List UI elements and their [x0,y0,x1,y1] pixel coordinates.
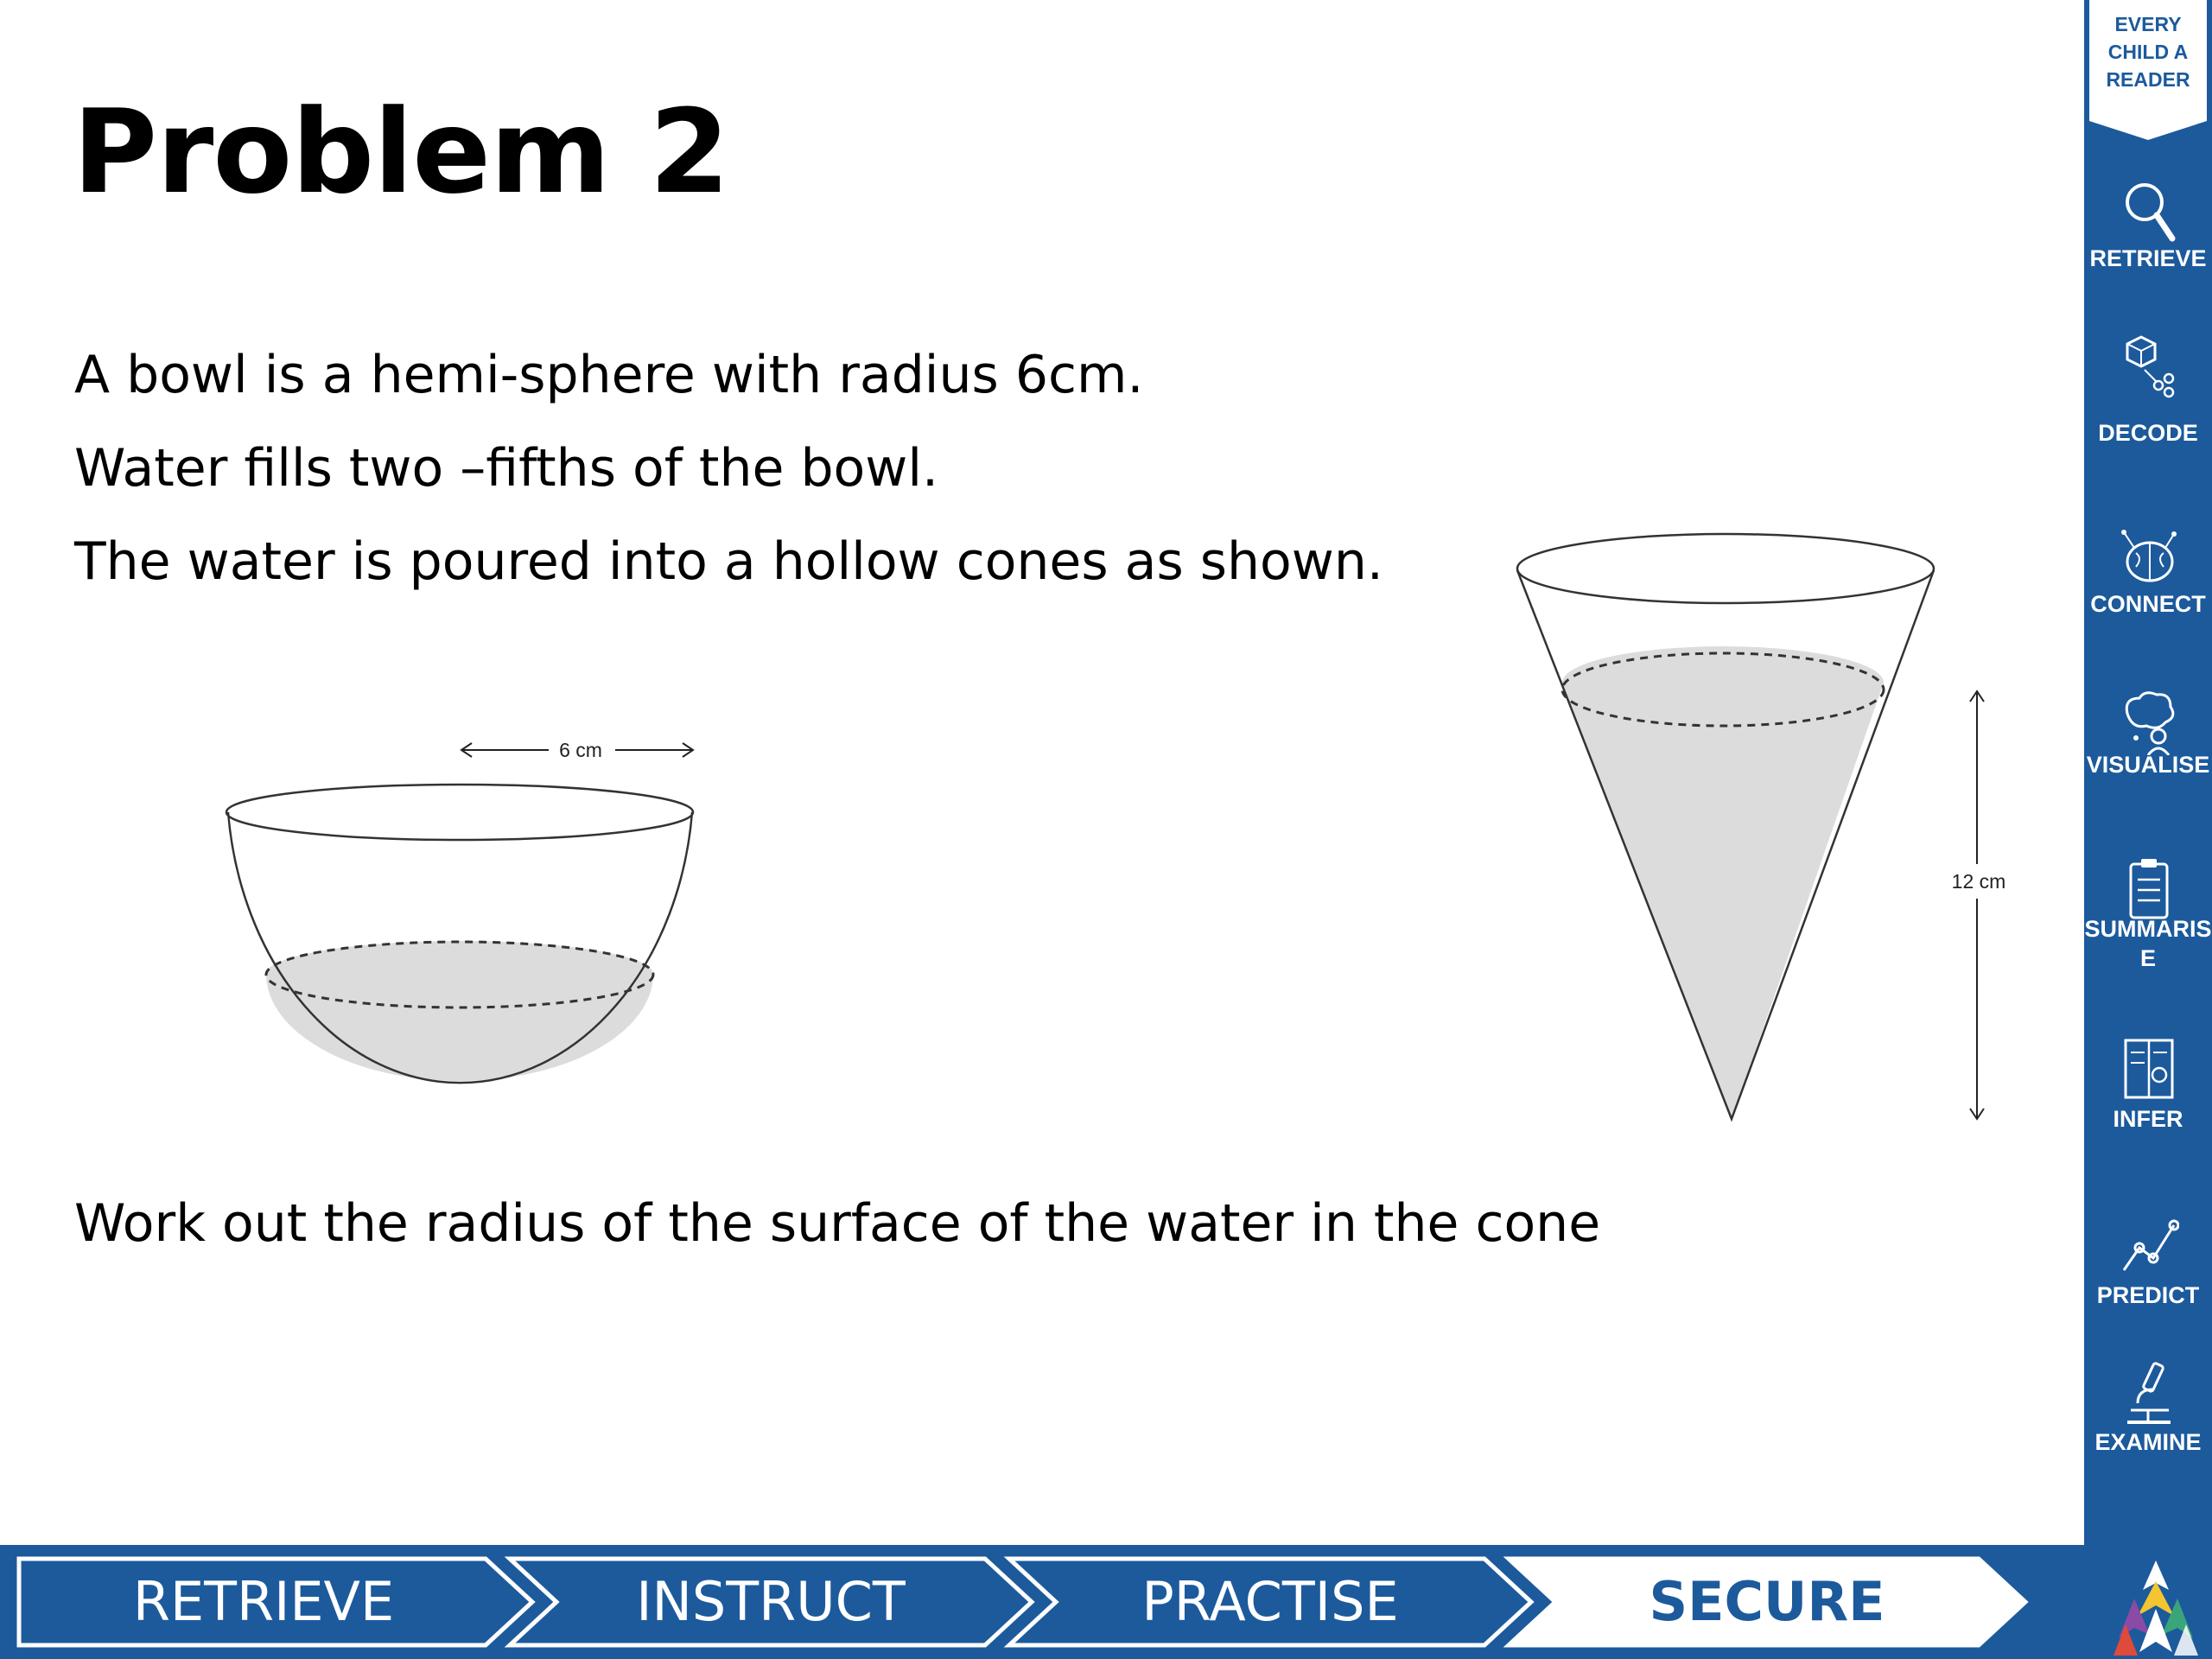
cube-molecule-icon [2119,332,2179,399]
sidebar-item-retrieve[interactable] [2084,176,2212,323]
step-label-retrieve: RETRIEVE [132,1570,395,1633]
sidebar-item-label: PREDICT [2096,1282,2200,1308]
question-text: Work out the radius of the surface of the water in the cone [74,1193,1601,1254]
open-book-icon [2119,1035,2179,1103]
bowl-diagram [216,726,717,1106]
sidebar-item-label: INFER [2113,1106,2183,1132]
step-label-instruct: INSTRUCT [636,1570,906,1633]
sidebar-item-label: RETRIEVE [2089,245,2207,271]
cone-rim [1517,534,1934,603]
sidebar-item-predict[interactable] [2084,1213,2212,1360]
sidebar-item-infer[interactable] [2084,1035,2212,1182]
sidebar-item-label: EXAMINE [2094,1429,2202,1455]
cone-diagram [1503,518,2022,1132]
trend-line-icon [2119,1213,2179,1281]
sidebar-item-summarise[interactable] [2084,857,2212,1004]
bowl-rim [226,785,693,840]
step-label-secure: SECURE [1649,1570,1885,1633]
problem-line-3: The water is poured into a hollow cones as shown. [74,531,1383,592]
microscope-icon [2119,1360,2179,1427]
school-logo-icon [2108,1555,2203,1657]
thought-bubble-icon [2119,688,2179,755]
sidebar-item-label: VISUALISE [2086,752,2210,778]
banner-line-1: EVERY [2114,13,2182,35]
sidebar-item-visualise[interactable] [2084,688,2212,835]
lesson-stage-bar [0,1545,2212,1659]
sidebar-item-label: CONNECT [2090,591,2206,617]
banner-line-2: CHILD A [2107,41,2189,63]
sidebar-item-decode[interactable] [2084,332,2212,479]
reading-skills-sidebar [2084,0,2212,1545]
sidebar-item-connect[interactable] [2084,524,2212,671]
cone-height-arrow [1970,691,1984,1119]
brain-network-icon [2119,524,2179,591]
every-child-a-reader-banner [2089,0,2207,143]
bowl-water [266,941,653,1081]
sidebar-item-examine[interactable] [2084,1360,2212,1507]
banner-line-3: READER [2106,68,2190,91]
problem-line-2: Water fills two –fifths of the bowl. [74,438,939,499]
problem-line-1: A bowl is a hemi-sphere with radius 6cm. [74,345,1144,405]
sidebar-item-label: DECODE [2098,420,2198,446]
sidebar-item-label: SUMMARISE [2084,916,2212,971]
page-title: Problem 2 [73,85,729,219]
cone-height-label: 12 cm [1951,870,2006,893]
bowl-radius-label: 6 cm [559,739,602,761]
step-label-practise: PRACTISE [1141,1570,1399,1633]
magnifier-icon [2119,176,2179,244]
cone-water [1562,646,1884,1119]
